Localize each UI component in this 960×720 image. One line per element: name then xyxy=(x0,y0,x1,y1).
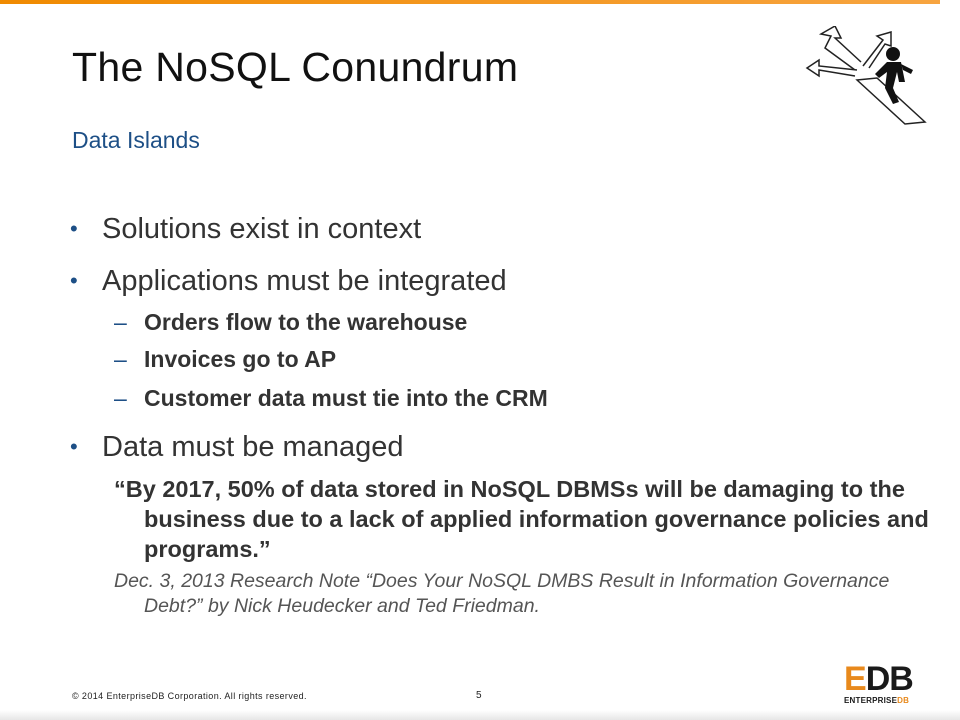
sub-bullet-text: Invoices go to AP xyxy=(144,346,337,372)
edb-logo-mark: EDB xyxy=(844,660,913,698)
bullet-text: Data must be managed xyxy=(102,431,404,463)
bullet-text: Solutions exist in context xyxy=(102,213,422,245)
bullet-text: Applications must be integrated xyxy=(102,265,507,297)
sub-bullet-text: Orders flow to the warehouse xyxy=(144,309,468,335)
top-accent-bar xyxy=(0,0,940,4)
dash-icon: – xyxy=(114,346,127,372)
person-at-crossroads-icon xyxy=(805,26,927,126)
slide-title: The NoSQL Conundrum xyxy=(72,44,519,90)
citation-text: Dec. 3, 2013 Research Note “Does Your NoSQL DMBS Result in Information Governance Debt?” by Nick Heudecker and Ted Friedman. xyxy=(114,570,890,617)
bullet-dot-icon: • xyxy=(70,216,78,241)
sub-bullet-item xyxy=(114,385,548,412)
bullet-dot-icon: • xyxy=(70,268,78,293)
quote-text: “By 2017, 50% of data stored in NoSQL DBMSs will be damaging to the business due to a lack of applied information governance policies and programs.” xyxy=(114,476,929,562)
edb-logo-wordmark: ENTERPRISEDB xyxy=(844,696,910,705)
bullet-dot-icon: • xyxy=(70,434,78,459)
edb-logo xyxy=(844,662,916,706)
footer-copyright: © 2014 EnterpriseDB Corporation. All rights reserved. xyxy=(72,691,307,701)
dash-icon: – xyxy=(114,309,127,335)
sub-bullet-text: Customer data must tie into the CRM xyxy=(144,385,548,411)
page-number: 5 xyxy=(476,690,482,701)
bottom-gradient-bar xyxy=(0,710,960,720)
sub-bullet-item xyxy=(114,346,336,373)
sub-bullet-item xyxy=(114,309,467,336)
slide-subtitle: Data Islands xyxy=(72,127,200,153)
dash-icon: – xyxy=(114,385,127,411)
